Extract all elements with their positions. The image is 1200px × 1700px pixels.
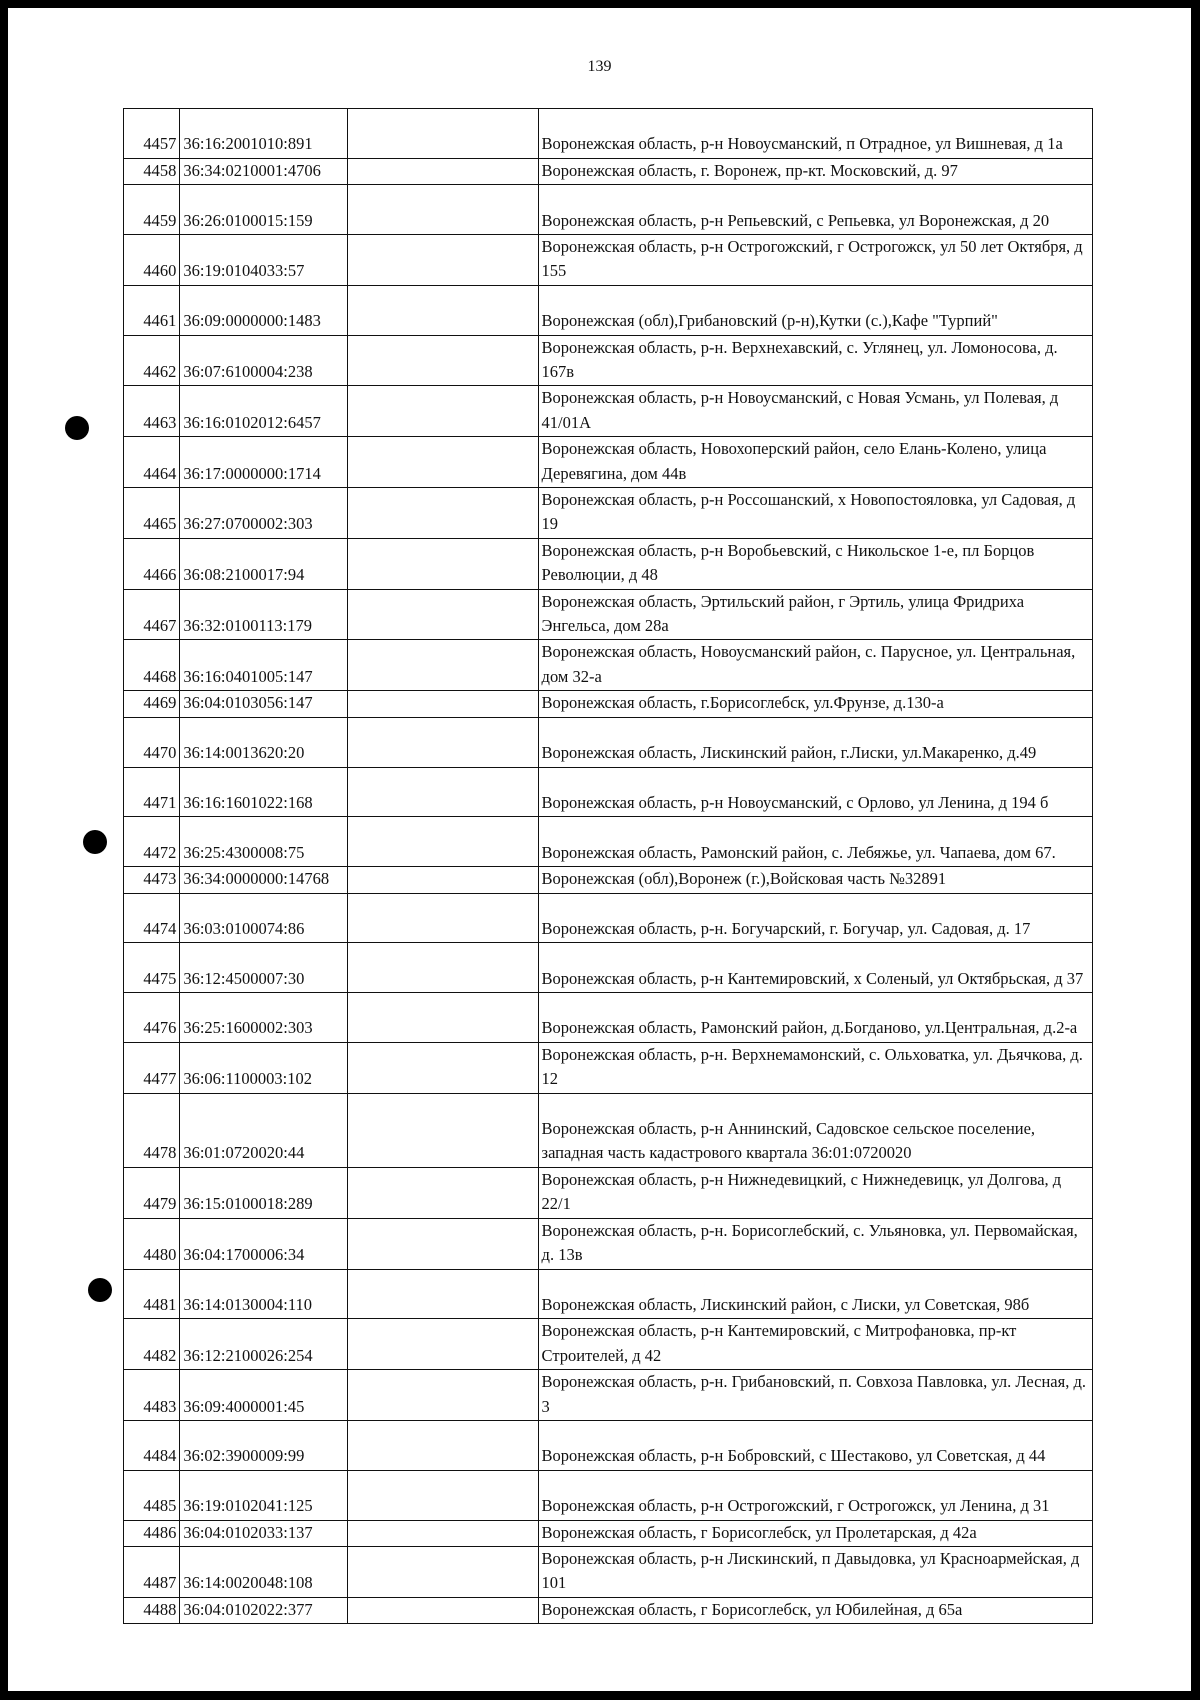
address: Воронежская область, г Борисоглебск, ул Пролетарская, д 42а [538,1520,1092,1546]
row-number: 4480 [124,1218,180,1269]
punch-hole [65,416,89,440]
row-number: 4471 [124,767,180,817]
table-row [124,1218,1093,1269]
row-number: 4481 [124,1269,180,1319]
cadastral-number: 36:34:0210001:4706 [180,158,348,184]
row-number: 4466 [124,538,180,589]
empty-cell [348,158,538,184]
property-registry-table [123,108,1093,1624]
row-number: 4457 [124,109,180,159]
table-row [124,691,1093,717]
empty-cell [348,640,538,691]
row-number: 4479 [124,1167,180,1218]
row-number: 4469 [124,691,180,717]
cadastral-number: 36:02:3900009:99 [180,1420,348,1470]
table-row [124,1420,1093,1470]
address: Воронежская область, р-н Новоусманский, с Новая Усмань, ул Полевая, д 41/01А [538,386,1092,437]
address: Воронежская область, г. Воронеж, пр-кт. Московский, д. 97 [538,158,1092,184]
empty-cell [348,943,538,993]
cadastral-number: 36:32:0100113:179 [180,589,348,640]
table-row [124,993,1093,1043]
table-row [124,386,1093,437]
address: Воронежская область, р-н Новоусманский, п Отрадное, ул Вишневая, д 1а [538,109,1092,159]
empty-cell [348,1546,538,1597]
empty-cell [348,993,538,1043]
row-number: 4463 [124,386,180,437]
empty-cell [348,1319,538,1370]
empty-cell [348,893,538,943]
cadastral-number: 36:04:0102033:137 [180,1520,348,1546]
table-row [124,1546,1093,1597]
cadastral-number: 36:09:0000000:1483 [180,285,348,335]
document-page [8,8,1191,1691]
table-row [124,589,1093,640]
cadastral-number: 36:17:0000000:1714 [180,437,348,488]
address: Воронежская область, р-н Лискинский, п Давыдовка, ул Красноармейская, д 101 [538,1546,1092,1597]
table-row [124,1370,1093,1421]
row-number: 4487 [124,1546,180,1597]
empty-cell [348,1470,538,1520]
punch-hole [88,1278,112,1302]
address: Воронежская область, Новохоперский район, село Елань-Колено, улица Деревягина, дом 44в [538,437,1092,488]
address: Воронежская область, Новоусманский район, с. Парусное, ул. Центральная, дом 32-а [538,640,1092,691]
table-row [124,1042,1093,1093]
empty-cell [348,867,538,893]
address: Воронежская область, р-н. Борисоглебский, с. Ульяновка, ул. Первомайская, д. 13в [538,1218,1092,1269]
row-number: 4472 [124,817,180,867]
table-row [124,488,1093,539]
row-number: 4459 [124,185,180,235]
table-row [124,867,1093,893]
row-number: 4470 [124,717,180,767]
cadastral-number: 36:07:6100004:238 [180,335,348,386]
table-row [124,158,1093,184]
table-row [124,185,1093,235]
row-number: 4464 [124,437,180,488]
cadastral-number: 36:14:0020048:108 [180,1546,348,1597]
address: Воронежская область, р-н Аннинский, Садовское сельское поселение, западная часть кадастрового квартала 36:01:0720020 [538,1093,1092,1167]
table-row [124,538,1093,589]
address: Воронежская область, р-н. Верхнемамонский, с. Ольховатка, ул. Дьячкова, д. 12 [538,1042,1092,1093]
cadastral-number: 36:16:1601022:168 [180,767,348,817]
cadastral-number: 36:03:0100074:86 [180,893,348,943]
table-row [124,335,1093,386]
cadastral-number: 36:16:0102012:6457 [180,386,348,437]
table-row [124,437,1093,488]
cadastral-number: 36:04:0102022:377 [180,1597,348,1623]
empty-cell [348,335,538,386]
cadastral-number: 36:04:0103056:147 [180,691,348,717]
punch-hole [83,830,107,854]
table-row [124,1093,1093,1167]
address: Воронежская область, р-н Репьевский, с Репьевка, ул Воронежская, д 20 [538,185,1092,235]
table-row [124,717,1093,767]
cadastral-number: 36:16:0401005:147 [180,640,348,691]
address: Воронежская (обл),Воронеж (г.),Войсковая часть №32891 [538,867,1092,893]
empty-cell [348,691,538,717]
row-number: 4476 [124,993,180,1043]
empty-cell [348,817,538,867]
table-row [124,817,1093,867]
address: Воронежская область, р-н Новоусманский, с Орлово, ул Ленина, д 194 б [538,767,1092,817]
row-number: 4468 [124,640,180,691]
empty-cell [348,386,538,437]
table-row [124,1520,1093,1546]
row-number: 4486 [124,1520,180,1546]
empty-cell [348,1167,538,1218]
row-number: 4467 [124,589,180,640]
empty-cell [348,717,538,767]
table-row [124,285,1093,335]
table-row [124,943,1093,993]
row-number: 4485 [124,1470,180,1520]
empty-cell [348,109,538,159]
row-number: 4483 [124,1370,180,1421]
row-number: 4461 [124,285,180,335]
row-number: 4488 [124,1597,180,1623]
address: Воронежская область, р-н Бобровский, с Шестаково, ул Советская, д 44 [538,1420,1092,1470]
table-row [124,1470,1093,1520]
table-row [124,235,1093,286]
row-number: 4462 [124,335,180,386]
cadastral-number: 36:15:0100018:289 [180,1167,348,1218]
table-row [124,109,1093,159]
cadastral-number: 36:08:2100017:94 [180,538,348,589]
address: Воронежская область, Рамонский район, д.Богданово, ул.Центральная, д.2-а [538,993,1092,1043]
row-number: 4460 [124,235,180,286]
empty-cell [348,1042,538,1093]
cadastral-number: 36:25:4300008:75 [180,817,348,867]
address: Воронежская область, р-н Россошанский, х Новопостояловка, ул Садовая, д 19 [538,488,1092,539]
empty-cell [348,538,538,589]
empty-cell [348,185,538,235]
empty-cell [348,1218,538,1269]
cadastral-number: 36:25:1600002:303 [180,993,348,1043]
row-number: 4473 [124,867,180,893]
row-number: 4478 [124,1093,180,1167]
address: Воронежская область, р-н. Грибановский, п. Совхоза Павловка, ул. Лесная, д. 3 [538,1370,1092,1421]
cadastral-number: 36:26:0100015:159 [180,185,348,235]
empty-cell [348,1420,538,1470]
cadastral-number: 36:12:4500007:30 [180,943,348,993]
cadastral-number: 36:04:1700006:34 [180,1218,348,1269]
row-number: 4482 [124,1319,180,1370]
address: Воронежская (обл),Грибановский (р-н),Кутки (с.),Кафе "Турпий" [538,285,1092,335]
cadastral-number: 36:01:0720020:44 [180,1093,348,1167]
table-row [124,1319,1093,1370]
address: Воронежская область, р-н Острогожский, г Острогожск, ул Ленина, д 31 [538,1470,1092,1520]
address: Воронежская область, Рамонский район, с. Лебяжье, ул. Чапаева, дом 67. [538,817,1092,867]
page-number: 139 [587,58,612,75]
address: Воронежская область, р-н Кантемировский, с Митрофановка, пр-кт Строителей, д 42 [538,1319,1092,1370]
address: Воронежская область, г.Борисоглебск, ул.Фрунзе, д.130-а [538,691,1092,717]
empty-cell [348,1093,538,1167]
cadastral-number: 36:27:0700002:303 [180,488,348,539]
table-row [124,640,1093,691]
address: Воронежская область, Эртильский район, г Эртиль, улица Фридриха Энгельса, дом 28а [538,589,1092,640]
cadastral-number: 36:19:0102041:125 [180,1470,348,1520]
address: Воронежская область, г Борисоглебск, ул Юбилейная, д 65а [538,1597,1092,1623]
empty-cell [348,1269,538,1319]
cadastral-number: 36:34:0000000:14768 [180,867,348,893]
row-number: 4484 [124,1420,180,1470]
empty-cell [348,235,538,286]
address: Воронежская область, р-н Кантемировский, х Соленый, ул Октябрьская, д 37 [538,943,1092,993]
address: Воронежская область, р-н Нижнедевицкий, с Нижнедевицк, ул Долгова, д 22/1 [538,1167,1092,1218]
empty-cell [348,767,538,817]
cadastral-number: 36:12:2100026:254 [180,1319,348,1370]
empty-cell [348,437,538,488]
table-row [124,1167,1093,1218]
table-row [124,1597,1093,1623]
empty-cell [348,1370,538,1421]
address: Воронежская область, Лискинский район, с Лиски, ул Советская, 98б [538,1269,1092,1319]
empty-cell [348,589,538,640]
table-row [124,767,1093,817]
cadastral-number: 36:06:1100003:102 [180,1042,348,1093]
row-number: 4475 [124,943,180,993]
address: Воронежская область, р-н. Богучарский, г. Богучар, ул. Садовая, д. 17 [538,893,1092,943]
table-row [124,1269,1093,1319]
row-number: 4458 [124,158,180,184]
address: Воронежская область, р-н. Верхнехавский, с. Углянец, ул. Ломоносова, д. 167в [538,335,1092,386]
address: Воронежская область, р-н Воробьевский, с Никольское 1-е, пл Борцов Революции, д 48 [538,538,1092,589]
cadastral-number: 36:14:0013620:20 [180,717,348,767]
row-number: 4465 [124,488,180,539]
empty-cell [348,1597,538,1623]
table-row [124,893,1093,943]
row-number: 4474 [124,893,180,943]
address: Воронежская область, Лискинский район, г.Лиски, ул.Макаренко, д.49 [538,717,1092,767]
address: Воронежская область, р-н Острогожский, г Острогожск, ул 50 лет Октября, д 155 [538,235,1092,286]
empty-cell [348,285,538,335]
cadastral-number: 36:09:4000001:45 [180,1370,348,1421]
empty-cell [348,1520,538,1546]
row-number: 4477 [124,1042,180,1093]
cadastral-number: 36:14:0130004:110 [180,1269,348,1319]
cadastral-number: 36:16:2001010:891 [180,109,348,159]
cadastral-number: 36:19:0104033:57 [180,235,348,286]
empty-cell [348,488,538,539]
